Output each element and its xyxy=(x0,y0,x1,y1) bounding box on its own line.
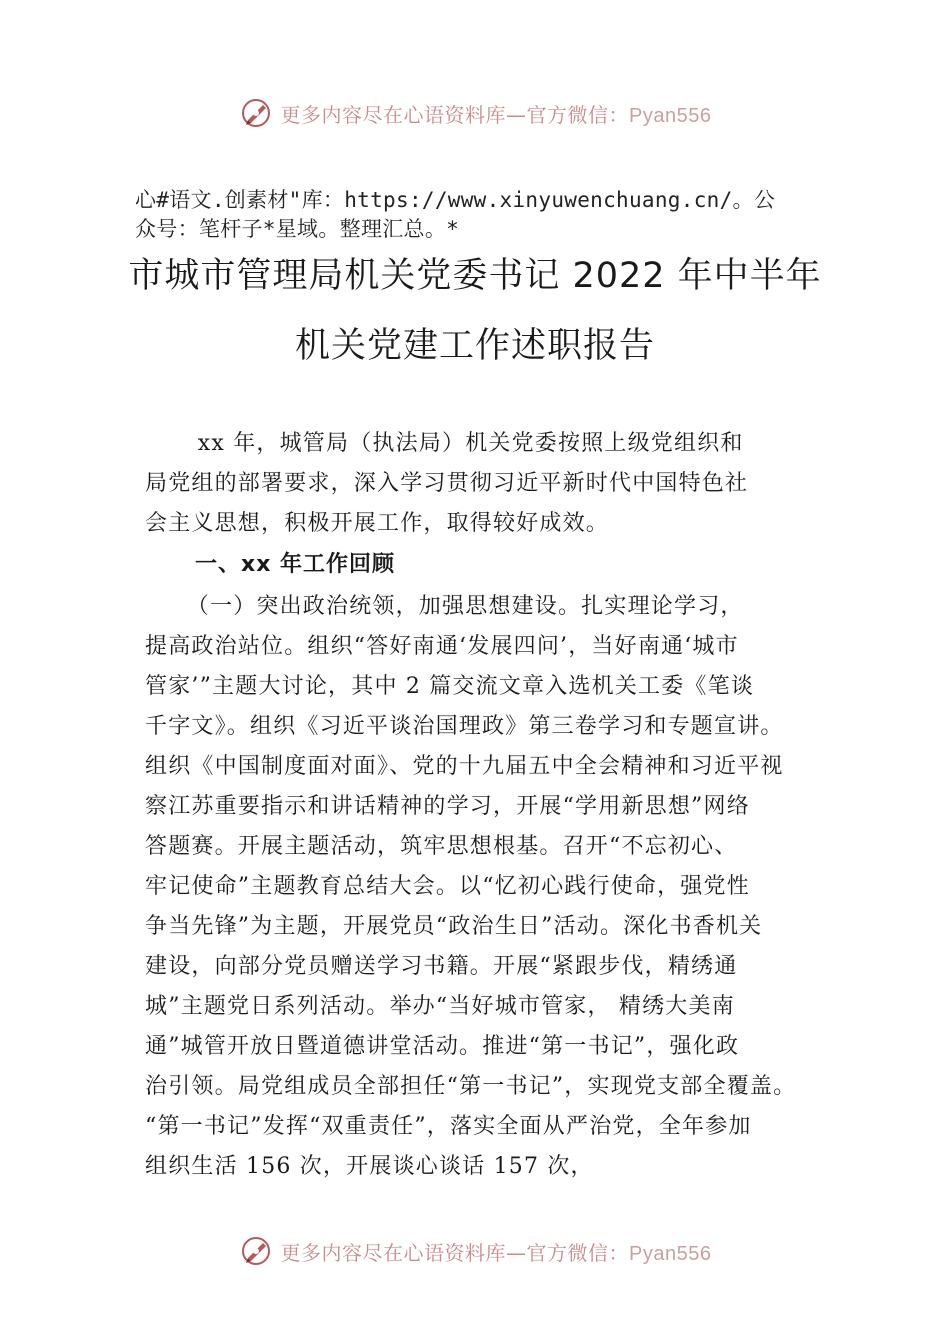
watermark-footer xyxy=(0,1234,950,1268)
source-line-1: 心#语文.创素材"库：https://www.xinyuwenchuang.cn/。公 xyxy=(135,188,776,212)
source-line-2: 众号：笔杆子*星域。整理汇总。* xyxy=(135,217,460,241)
paragraph-line: 城”主题党日系列活动。举办“当好城市管家， 精绣大美南 xyxy=(145,994,735,1019)
paragraph-line: 牢记使命”主题教育总结大会。以“忆初心践行使命，强党性 xyxy=(145,874,750,899)
pen-logo-icon xyxy=(239,1234,273,1268)
paragraph-line: 建设，向部分党员赠送学习书籍。开展“紧跟步伐，精绣通 xyxy=(145,954,738,979)
section-heading: 一、xx 年工作回顾 xyxy=(195,552,396,577)
paragraph-line: 千字文》。组织《习近平谈治国理政》第三卷学习和专题宣讲。 xyxy=(145,714,784,739)
watermark-label: 更多内容尽在心语资料库—官方微信： xyxy=(280,1240,630,1265)
paragraph-line: 答题赛。开展主题活动，筑牢思想根基。召开“不忘初心、 xyxy=(145,834,738,859)
watermark-label: 更多内容尽在心语资料库—官方微信： xyxy=(280,102,630,127)
paragraph-line: 会主义思想，积极开展工作，取得较好成效。 xyxy=(145,511,610,536)
paragraph-line: 争当先锋”为主题，开展党员“政治生日”活动。深化书香机关 xyxy=(145,914,763,939)
paragraph-line: 察江苏重要指示和讲话精神的学习，开展“学用新思想”网络 xyxy=(145,794,750,819)
paragraph-line: 局党组的部署要求，深入学习贯彻习近平新时代中国特色社 xyxy=(145,471,749,496)
paragraph-line: xx 年，城管局（执法局）机关党委按照上级党组织和 xyxy=(197,431,744,456)
document-title-line-1: 市城市管理局机关党委书记 2022 年中半年 xyxy=(128,256,822,296)
paragraph-line: 组织《中国制度面对面》、党的十九届五中全会精神和习近平视 xyxy=(145,754,784,779)
paragraph-line: “第一书记”发挥“双重责任”，落实全面从严治党，全年参加 xyxy=(145,1114,752,1139)
watermark-text xyxy=(281,1237,712,1266)
paragraph-line: 管家’”主题大讨论，其中 2 篇交流文章入选机关工委《笔谈 xyxy=(145,674,755,699)
paragraph-line: 组织生活 156 次，开展谈心谈话 157 次， xyxy=(145,1154,594,1179)
paragraph-line: 提高政治站位。组织“答好南通‘发展四问’，当好南通‘城市 xyxy=(145,634,739,659)
watermark-header xyxy=(0,96,950,130)
watermark-text xyxy=(281,99,712,128)
paragraph-line: 通”城管开放日暨道德讲堂活动。推进“第一书记”，强化政 xyxy=(145,1034,740,1059)
paragraph-line: （一）突出政治统领，加强思想建设。扎实理论学习， xyxy=(186,594,744,619)
document-title-line-2: 机关党建工作述职报告 xyxy=(294,326,655,366)
source-note xyxy=(135,186,825,244)
watermark-wechat-id: Pyan556 xyxy=(629,104,712,127)
paragraph-line: 治引领。局党组成员全部担任“第一书记”，实现党支部全覆盖。 xyxy=(145,1074,797,1099)
pen-logo-icon xyxy=(239,96,273,130)
body-paragraph xyxy=(145,587,825,1187)
intro-paragraph xyxy=(145,424,825,544)
watermark-wechat-id: Pyan556 xyxy=(629,1242,712,1265)
